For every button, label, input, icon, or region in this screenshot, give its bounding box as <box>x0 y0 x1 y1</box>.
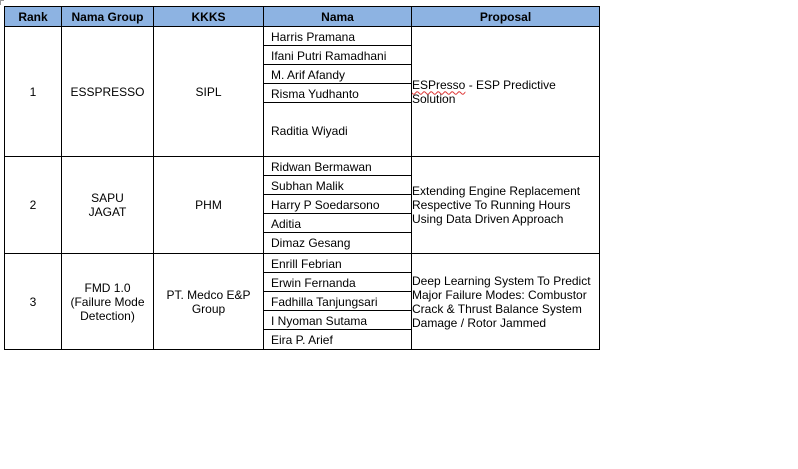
kkks-cell: SIPL <box>154 27 264 157</box>
member-name <box>264 121 411 139</box>
rank-cell: 1 <box>5 27 62 157</box>
names-cell <box>264 254 412 350</box>
member-name-text: Ifani Putri Ramadhani <box>271 49 387 63</box>
member-name <box>264 46 411 65</box>
member-name <box>264 27 411 46</box>
member-name <box>264 254 411 273</box>
header-names: Nama <box>264 7 412 27</box>
member-name-text: Aditia <box>271 217 302 231</box>
member-name-text: Fadhilla Tanjungsari <box>271 295 378 309</box>
proposal-cell <box>412 27 600 157</box>
rank-cell: 2 <box>5 157 62 254</box>
kkks-cell: PT. Medco E&P Group <box>154 254 264 350</box>
header-kkks: KKKS <box>154 7 264 27</box>
proposal-cell: Deep Learning System To Predict Major Failure Modes: Combustor Crack & Thrust Balance System Damage / Rotor Jammed <box>412 254 600 350</box>
member-name-text: Erwin Fernanda <box>271 276 356 290</box>
header-rank: Rank <box>5 7 62 27</box>
proposal-rest-text: - ESP Predictive Solution <box>412 77 556 106</box>
table-row <box>5 254 600 350</box>
header-proposal: Proposal <box>412 7 600 27</box>
member-name-text: Subhan Malik <box>271 179 344 193</box>
member-name-text: Enrill Febrian <box>271 257 342 271</box>
table-row <box>5 157 600 254</box>
group-cell: FMD 1.0 (Failure Mode Detection) <box>62 254 154 350</box>
corner-mark <box>0 0 4 5</box>
rank-cell: 3 <box>5 254 62 350</box>
member-name-text: Risma Yudhanto <box>271 87 359 101</box>
member-name-text: Raditia Wiyadi <box>271 124 348 138</box>
group-cell: ESSPRESSO <box>62 27 154 157</box>
member-name <box>264 195 411 214</box>
member-name <box>264 214 411 233</box>
member-name <box>264 84 411 103</box>
member-name <box>264 311 411 330</box>
member-name <box>264 330 411 348</box>
table-row <box>5 27 600 157</box>
member-name-text: Harry P Soedarsono <box>271 198 380 212</box>
member-name <box>264 176 411 195</box>
member-name-text: Eira P. Arief <box>271 333 333 347</box>
ranking-table <box>4 6 600 350</box>
header-row <box>5 7 600 27</box>
header-group: Nama Group <box>62 7 154 27</box>
member-name <box>264 292 411 311</box>
member-name <box>264 233 411 251</box>
group-cell: SAPU JAGAT <box>62 157 154 254</box>
names-cell <box>264 157 412 254</box>
kkks-cell: PHM <box>154 157 264 254</box>
member-name-text: M. Arif Afandy <box>271 68 346 82</box>
member-name-text: I Nyoman Sutama <box>271 314 368 328</box>
proposal-lead-text: ESPresso <box>412 77 466 92</box>
member-name-text: Ridwan Bermawan <box>271 160 372 174</box>
member-name <box>264 157 411 176</box>
names-cell <box>264 27 412 157</box>
member-name-text: Harris Pramana <box>271 30 356 44</box>
member-name <box>264 273 411 292</box>
member-name <box>264 65 411 84</box>
member-name-text: Dimaz Gesang <box>271 236 351 250</box>
proposal-cell: Extending Engine Replacement Respective To Running Hours Using Data Driven Approach <box>412 157 600 254</box>
